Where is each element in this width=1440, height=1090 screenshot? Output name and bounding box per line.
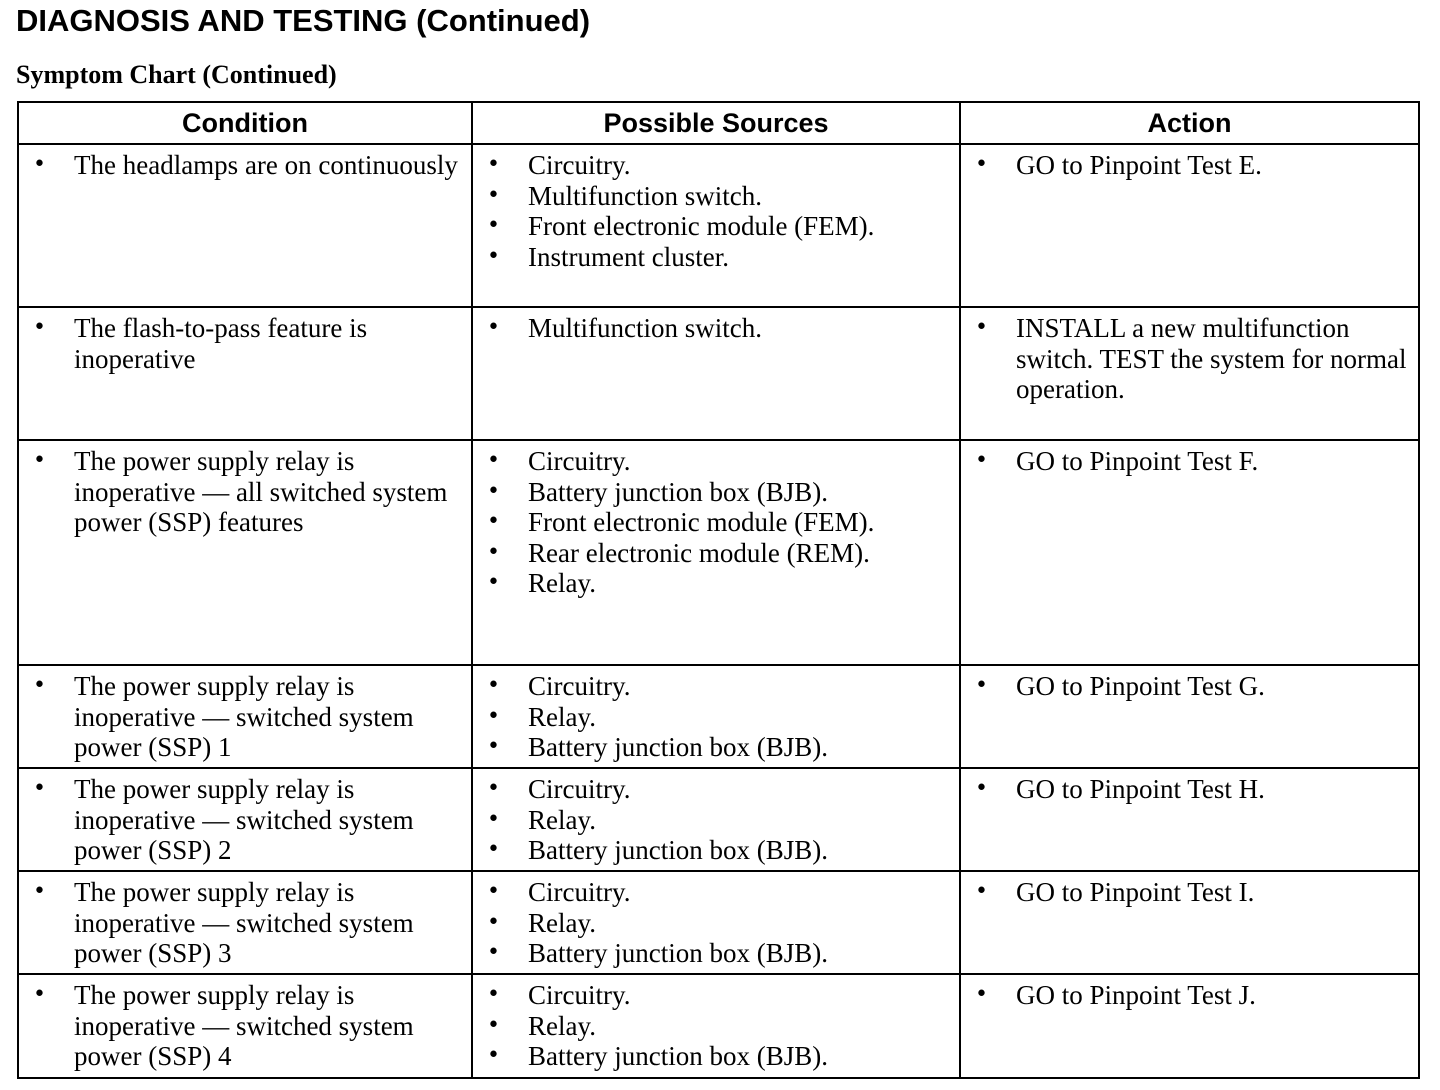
action-cell — [960, 144, 1419, 307]
possible-sources-cell — [472, 440, 960, 665]
bullet-item: • The flash-to-pass feature is inoperative — [19, 313, 463, 374]
bullet-item: • Rear electronic module (REM). — [473, 538, 951, 569]
condition-cell — [18, 768, 472, 871]
bullet-list — [19, 308, 471, 374]
bullet-item: • Battery junction box (BJB). — [473, 477, 951, 508]
bullet-list — [961, 769, 1418, 805]
bullet-item: • Battery junction box (BJB). — [473, 938, 951, 969]
bullet-list — [19, 872, 471, 969]
action-cell — [960, 440, 1419, 665]
bullet-list — [473, 975, 959, 1072]
bullet-item: • The power supply relay is inoperative — all switched system power (SSP) features — [19, 446, 463, 538]
condition-cell — [18, 144, 472, 307]
table-header — [18, 102, 1419, 144]
bullet-item: • Circuitry. — [473, 150, 951, 181]
action-cell — [960, 871, 1419, 974]
bullet-item: • Circuitry. — [473, 446, 951, 477]
column-header-condition: Condition — [18, 102, 472, 144]
possible-sources-cell — [472, 665, 960, 768]
bullet-item: • The power supply relay is inoperative — switched system power (SSP) 1 — [19, 671, 463, 763]
bullet-item: • Battery junction box (BJB). — [473, 732, 951, 763]
column-header-possible-sources: Possible Sources — [472, 102, 960, 144]
bullet-item: • Relay. — [473, 908, 951, 939]
bullet-item: • Front electronic module (FEM). — [473, 507, 951, 538]
header-row — [18, 102, 1419, 144]
bullet-list — [473, 308, 959, 344]
action-cell — [960, 768, 1419, 871]
possible-sources-cell — [472, 871, 960, 974]
possible-sources-cell — [472, 974, 960, 1078]
condition-cell — [18, 665, 472, 768]
table-row — [18, 144, 1419, 307]
bullet-item: • The headlamps are on continuously — [19, 150, 463, 181]
bullet-item: • Battery junction box (BJB). — [473, 835, 951, 866]
table-row — [18, 307, 1419, 440]
bullet-item: • Relay. — [473, 805, 951, 836]
condition-cell — [18, 307, 472, 440]
possible-sources-cell — [472, 144, 960, 307]
action-cell — [960, 665, 1419, 768]
bullet-list — [19, 145, 471, 181]
bullet-list — [961, 145, 1418, 181]
bullet-item: • The power supply relay is inoperative — switched system power (SSP) 3 — [19, 877, 463, 969]
bullet-item: • Multifunction switch. — [473, 181, 951, 212]
condition-cell — [18, 871, 472, 974]
chart-title: Symptom Chart (Continued) — [16, 60, 337, 89]
symptom-chart-table — [17, 101, 1420, 1079]
bullet-item: • Circuitry. — [473, 980, 951, 1011]
table-body — [18, 144, 1419, 1078]
bullet-item: • Multifunction switch. — [473, 313, 951, 344]
bullet-list — [19, 769, 471, 866]
table-row — [18, 974, 1419, 1078]
table-row — [18, 665, 1419, 768]
bullet-item: • Circuitry. — [473, 671, 951, 702]
bullet-list — [961, 872, 1418, 908]
bullet-list — [473, 145, 959, 272]
bullet-list — [473, 769, 959, 866]
bullet-item: • Front electronic module (FEM). — [473, 211, 951, 242]
bullet-item: • INSTALL a new multifunction switch. TEST the system for normal operation. — [961, 313, 1410, 405]
action-cell — [960, 307, 1419, 440]
bullet-item: • GO to Pinpoint Test F. — [961, 446, 1410, 477]
bullet-item: • GO to Pinpoint Test E. — [961, 150, 1410, 181]
column-header-action: Action — [960, 102, 1419, 144]
bullet-list — [473, 666, 959, 763]
bullet-list — [19, 441, 471, 538]
bullet-list — [961, 308, 1418, 405]
bullet-list — [19, 975, 471, 1072]
bullet-item: • The power supply relay is inoperative — switched system power (SSP) 4 — [19, 980, 463, 1072]
bullet-list — [19, 666, 471, 763]
bullet-item: • GO to Pinpoint Test H. — [961, 774, 1410, 805]
condition-cell — [18, 440, 472, 665]
bullet-list — [961, 975, 1418, 1011]
bullet-item: • Circuitry. — [473, 877, 951, 908]
bullet-item: • Instrument cluster. — [473, 242, 951, 273]
bullet-item: • Battery junction box (BJB). — [473, 1041, 951, 1072]
bullet-item: • GO to Pinpoint Test G. — [961, 671, 1410, 702]
table-row — [18, 768, 1419, 871]
bullet-list — [961, 666, 1418, 702]
bullet-item: • The power supply relay is inoperative — switched system power (SSP) 2 — [19, 774, 463, 866]
possible-sources-cell — [472, 768, 960, 871]
table-row — [18, 871, 1419, 974]
table-row — [18, 440, 1419, 665]
bullet-item: • GO to Pinpoint Test I. — [961, 877, 1410, 908]
section-title: DIAGNOSIS AND TESTING (Continued) — [16, 3, 591, 38]
bullet-item: • Relay. — [473, 1011, 951, 1042]
condition-cell — [18, 974, 472, 1078]
bullet-item: • Relay. — [473, 568, 951, 599]
bullet-item: • GO to Pinpoint Test J. — [961, 980, 1410, 1011]
bullet-list — [473, 441, 959, 599]
bullet-list — [961, 441, 1418, 477]
bullet-item: • Relay. — [473, 702, 951, 733]
bullet-list — [473, 872, 959, 969]
possible-sources-cell — [472, 307, 960, 440]
bullet-item: • Circuitry. — [473, 774, 951, 805]
action-cell — [960, 974, 1419, 1078]
